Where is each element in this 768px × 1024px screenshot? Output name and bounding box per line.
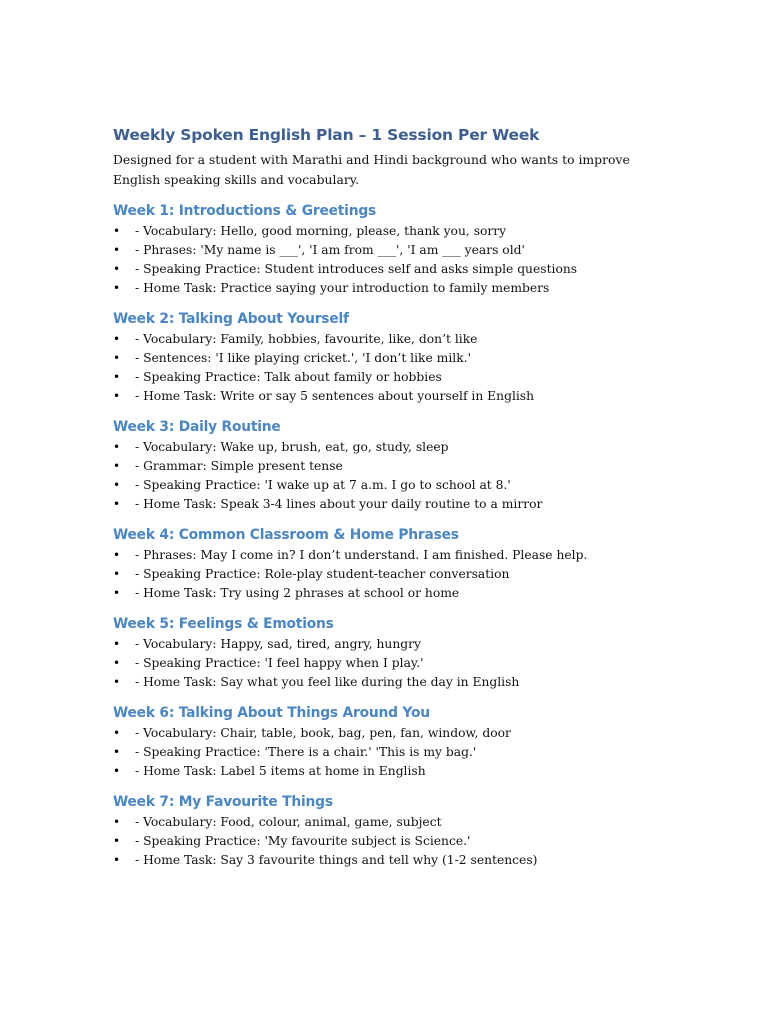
list-item <box>113 476 713 495</box>
week-heading: Week 4: Common Classroom & Home Phrases <box>113 527 459 543</box>
list-item-text: - Home Task: Say what you feel like during the day in English <box>135 675 520 689</box>
bullet-icon: • <box>113 834 121 848</box>
document-page <box>113 123 713 870</box>
week-heading: Week 7: My Favourite Things <box>113 794 333 810</box>
document-intro: Designed for a student with Marathi and Hindi background who wants to improve English speaking skills and vocabulary. <box>113 152 630 187</box>
list-item-text: - Vocabulary: Chair, table, book, bag, pen, fan, window, door <box>135 726 511 740</box>
list-item-text: - Vocabulary: Happy, sad, tired, angry, hungry <box>135 637 421 651</box>
bullet-icon: • <box>113 497 121 511</box>
bullet-icon: • <box>113 637 121 651</box>
week-section-3 <box>113 416 713 514</box>
week-item-list <box>113 438 713 514</box>
list-item-text: - Vocabulary: Family, hobbies, favourite, like, don’t like <box>135 332 478 346</box>
list-item-text: - Home Task: Practice saying your introduction to family members <box>135 281 550 295</box>
bullet-icon: • <box>113 262 121 276</box>
list-item-text: - Home Task: Write or say 5 sentences about yourself in English <box>135 389 535 403</box>
list-item-text: - Home Task: Speak 3-4 lines about your daily routine to a mirror <box>135 497 543 511</box>
list-item <box>113 241 713 260</box>
week-heading: Week 2: Talking About Yourself <box>113 311 349 327</box>
bullet-icon: • <box>113 764 121 778</box>
week-section-4 <box>113 524 713 603</box>
list-item <box>113 762 713 781</box>
list-item-text: - Sentences: 'I like playing cricket.', 'I don’t like milk.' <box>135 351 471 365</box>
bullet-icon: • <box>113 548 121 562</box>
list-item <box>113 279 713 298</box>
week-section-5 <box>113 613 713 692</box>
week-heading: Week 3: Daily Routine <box>113 419 281 435</box>
list-item <box>113 438 713 457</box>
bullet-icon: • <box>113 440 121 454</box>
weeks-container <box>113 200 713 870</box>
bullet-icon: • <box>113 675 121 689</box>
bullet-icon: • <box>113 243 121 257</box>
week-heading: Week 6: Talking About Things Around You <box>113 705 430 721</box>
week-item-list <box>113 222 713 298</box>
week-section-2 <box>113 308 713 406</box>
list-item-text: - Speaking Practice: Role-play student-teacher conversation <box>135 567 510 581</box>
list-item <box>113 387 713 406</box>
week-item-list <box>113 724 713 781</box>
list-item <box>113 260 713 279</box>
week-heading: Week 5: Feelings & Emotions <box>113 616 334 632</box>
list-item <box>113 349 713 368</box>
list-item-text: - Speaking Practice: Talk about family or hobbies <box>135 370 442 384</box>
list-item-text: - Speaking Practice: Student introduces self and asks simple questions <box>135 262 578 276</box>
list-item-text: - Speaking Practice: 'I feel happy when I play.' <box>135 656 424 670</box>
list-item-text: - Vocabulary: Food, colour, animal, game, subject <box>135 815 442 829</box>
document-title: Weekly Spoken English Plan – 1 Session Per Week <box>113 126 540 144</box>
list-item <box>113 457 713 476</box>
list-item <box>113 673 713 692</box>
bullet-icon: • <box>113 389 121 403</box>
list-item <box>113 546 713 565</box>
bullet-icon: • <box>113 351 121 365</box>
list-item-text: - Speaking Practice: 'There is a chair.' 'This is my bag.' <box>135 745 477 759</box>
bullet-icon: • <box>113 332 121 346</box>
list-item <box>113 368 713 387</box>
list-item-text: - Speaking Practice: 'I wake up at 7 a.m. I go to school at 8.' <box>135 478 511 492</box>
bullet-icon: • <box>113 726 121 740</box>
bullet-icon: • <box>113 567 121 581</box>
list-item-text: - Home Task: Label 5 items at home in English <box>135 764 426 778</box>
list-item-text: - Home Task: Say 3 favourite things and tell why (1-2 sentences) <box>135 853 538 867</box>
list-item <box>113 654 713 673</box>
list-item <box>113 832 713 851</box>
list-item-text: - Vocabulary: Wake up, brush, eat, go, study, sleep <box>135 440 449 454</box>
week-item-list <box>113 635 713 692</box>
list-item <box>113 565 713 584</box>
list-item <box>113 813 713 832</box>
bullet-icon: • <box>113 815 121 829</box>
list-item <box>113 330 713 349</box>
list-item-text: - Grammar: Simple present tense <box>135 459 343 473</box>
list-item-text: - Vocabulary: Hello, good morning, please, thank you, sorry <box>135 224 507 238</box>
list-item <box>113 724 713 743</box>
list-item <box>113 584 713 603</box>
bullet-icon: • <box>113 224 121 238</box>
list-item-text: - Speaking Practice: 'My favourite subject is Science.' <box>135 834 471 848</box>
week-item-list <box>113 330 713 406</box>
list-item <box>113 851 713 870</box>
week-section-6 <box>113 702 713 781</box>
bullet-icon: • <box>113 586 121 600</box>
week-section-1 <box>113 200 713 298</box>
week-item-list <box>113 813 713 870</box>
bullet-icon: • <box>113 281 121 295</box>
bullet-icon: • <box>113 853 121 867</box>
bullet-icon: • <box>113 745 121 759</box>
list-item-text: - Phrases: 'My name is ___', 'I am from ___', 'I am ___ years old' <box>135 243 525 257</box>
week-heading: Week 1: Introductions & Greetings <box>113 203 377 219</box>
list-item <box>113 495 713 514</box>
week-section-7 <box>113 791 713 870</box>
list-item <box>113 743 713 762</box>
list-item-text: - Home Task: Try using 2 phrases at school or home <box>135 586 460 600</box>
bullet-icon: • <box>113 370 121 384</box>
bullet-icon: • <box>113 656 121 670</box>
list-item <box>113 222 713 241</box>
list-item-text: - Phrases: May I come in? I don’t understand. I am finished. Please help. <box>135 548 588 562</box>
week-item-list <box>113 546 713 603</box>
list-item <box>113 635 713 654</box>
bullet-icon: • <box>113 478 121 492</box>
bullet-icon: • <box>113 459 121 473</box>
